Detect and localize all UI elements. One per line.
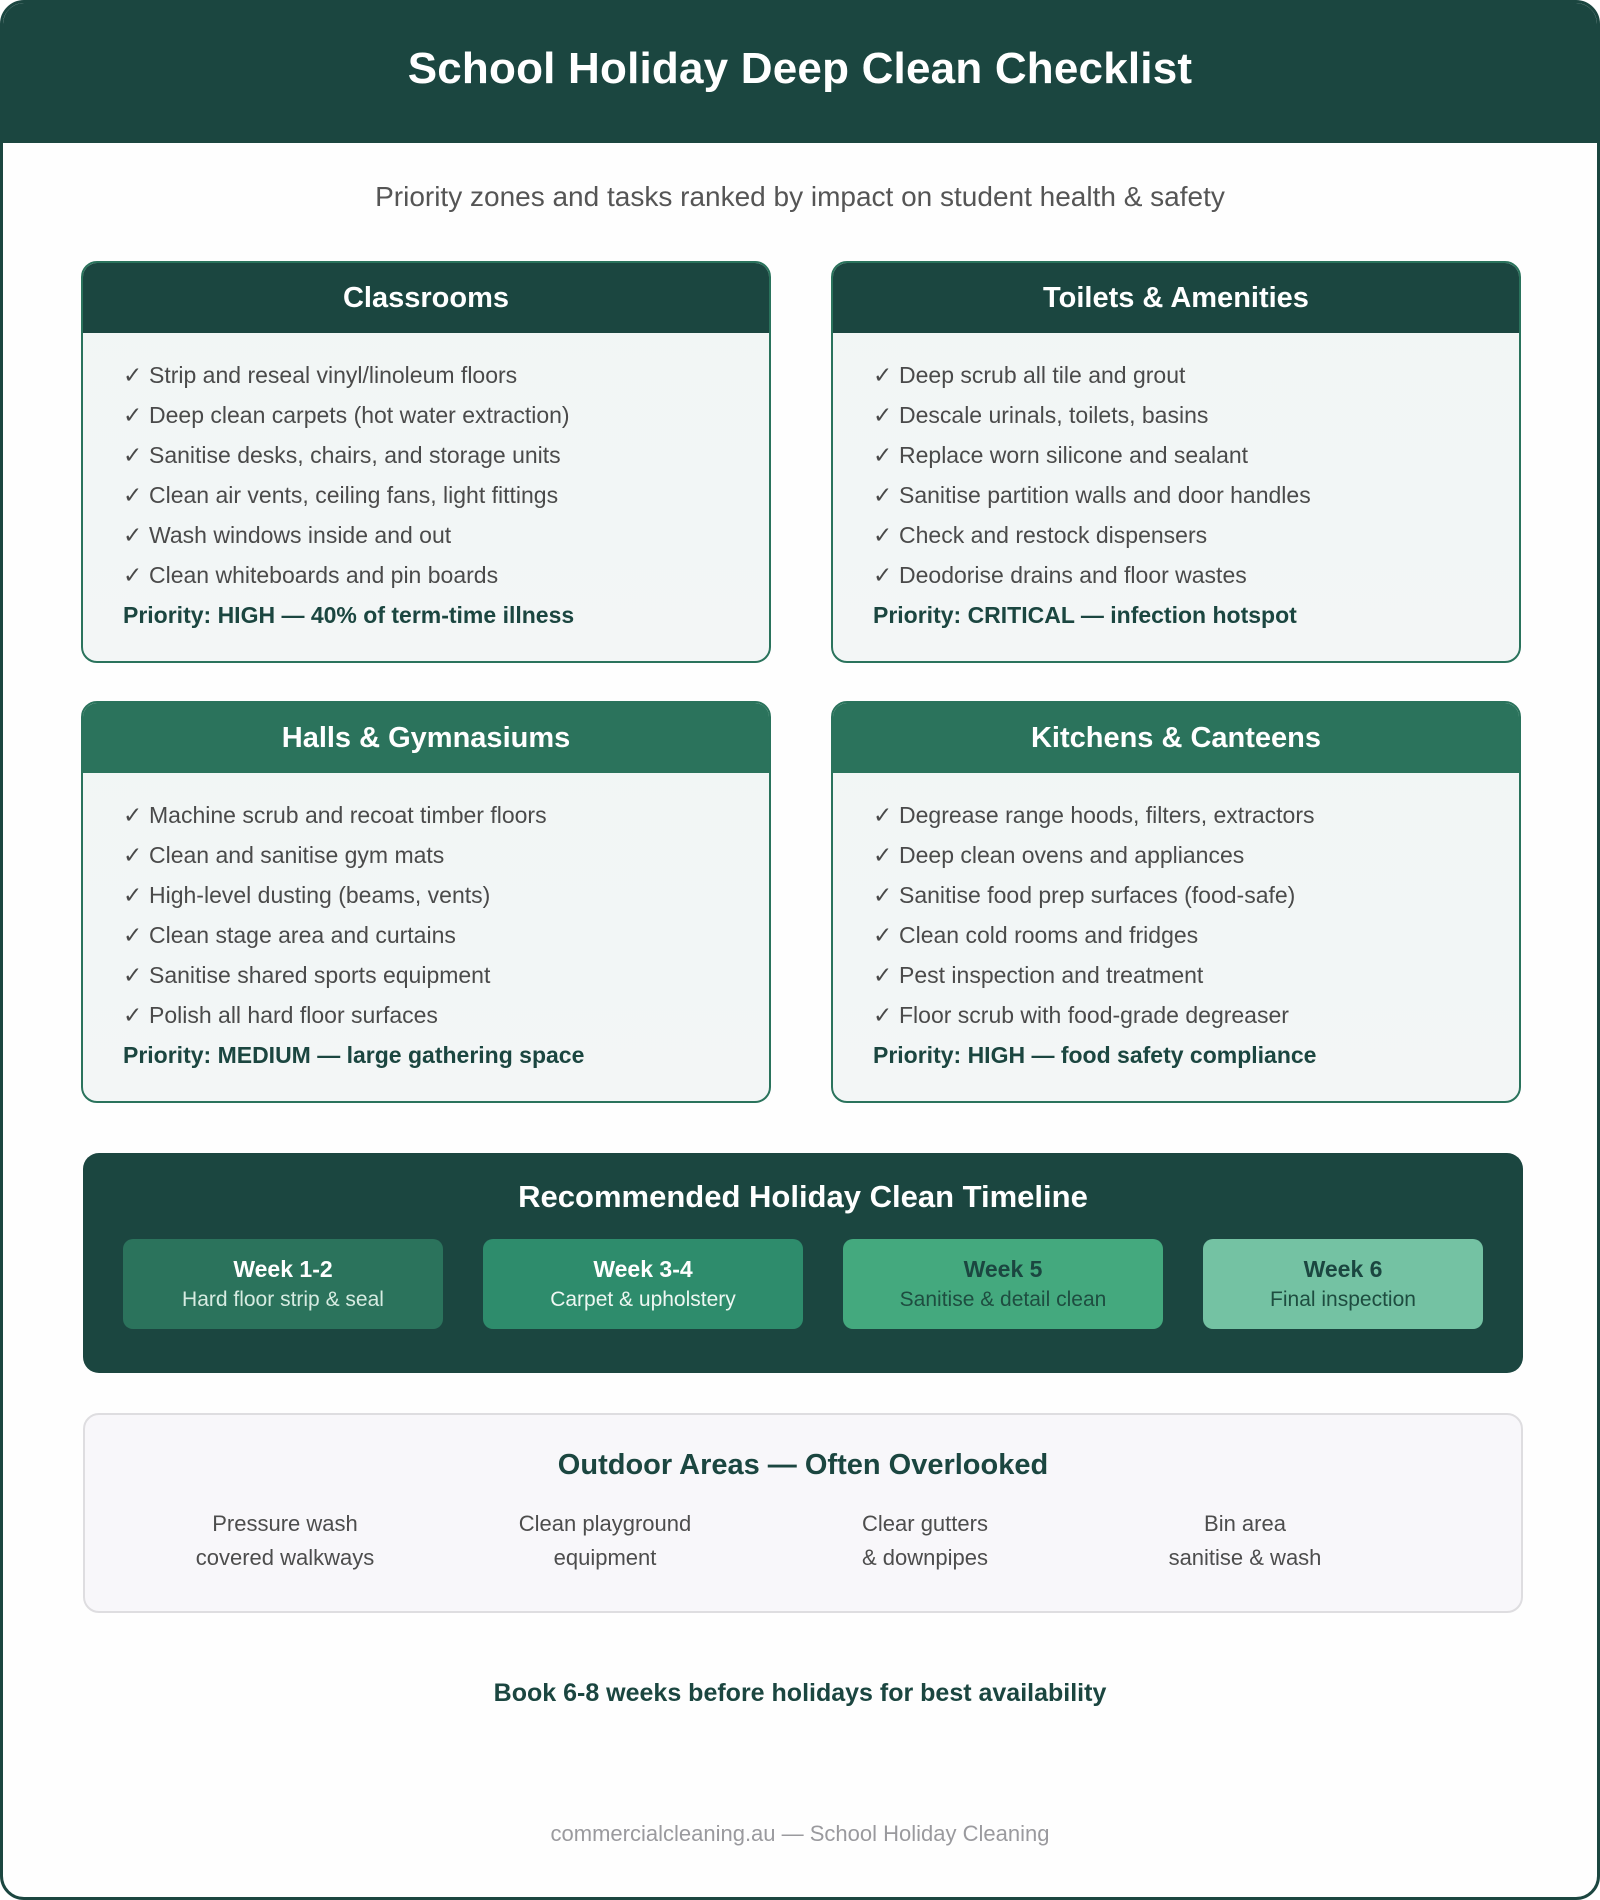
header-banner [3,3,1597,143]
task-item: ✓ Deep clean ovens and appliances [873,835,1519,875]
zone-card-title: Classrooms [83,263,769,333]
task-item: ✓ Degrease range hoods, filters, extractors [873,795,1519,835]
check-icon: ✓ [873,362,893,388]
check-icon: ✓ [123,442,143,468]
priority-label: Priority: HIGH — 40% of term-time illness [123,602,575,628]
task-item: ✓ Deodorise drains and floor wastes [873,555,1519,595]
task-item: ✓ Sanitise desks, chairs, and storage units [123,435,769,475]
week-description: Final inspection [1270,1288,1416,1311]
priority-label: Priority: HIGH — food safety compliance [873,1042,1317,1068]
task-item: ✓ Clean and sanitise gym mats [123,835,769,875]
task-item: ✓ Descale urinals, toilets, basins [873,395,1519,435]
outdoor-panel [83,1413,1523,1613]
timeline-panel [83,1153,1523,1373]
week-label: Week 5 [963,1256,1043,1282]
task-item: ✓ Pest inspection and treatment [873,955,1519,995]
timeline-step-week-1-2 [123,1239,443,1329]
outdoor-title: Outdoor Areas — Often Overlooked [557,1449,1049,1481]
check-icon: ✓ [873,882,893,908]
check-icon: ✓ [873,802,893,828]
task-item: ✓ Clean stage area and curtains [123,915,769,955]
week-label: Week 3-4 [593,1256,693,1282]
task-item: ✓ Sanitise food prep surfaces (food-safe) [873,875,1519,915]
task-item: ✓ Strip and reseal vinyl/linoleum floors [123,355,769,395]
task-item: ✓ Floor scrub with food-grade degreaser [873,995,1519,1035]
week-description: Carpet & upholstery [550,1288,736,1311]
priority-label: Priority: CRITICAL — infection hotspot [873,602,1297,628]
task-list [83,773,769,1075]
task-item: ✓ Replace worn silicone and sealant [873,435,1519,475]
timeline-step-week-6 [1203,1239,1483,1329]
check-icon: ✓ [123,362,143,388]
task-item: ✓ Wash windows inside and out [123,515,769,555]
check-icon: ✓ [123,522,143,548]
timeline-step-week-5 [843,1239,1163,1329]
footer-credit: commercialcleaning.au — School Holiday Cleaning [550,1821,1050,1846]
task-item: ✓ High-level dusting (beams, vents) [123,875,769,915]
check-icon: ✓ [123,842,143,868]
task-item: ✓ Sanitise shared sports equipment [123,955,769,995]
task-item: ✓ Machine scrub and recoat timber floors [123,795,769,835]
zone-card-title: Toilets & Amenities [833,263,1519,333]
check-icon: ✓ [123,882,143,908]
week-description: Sanitise & detail clean [899,1288,1107,1311]
task-item: ✓ Clean cold rooms and fridges [873,915,1519,955]
check-icon: ✓ [873,922,893,948]
timeline-step-week-3-4 [483,1239,803,1329]
task-item: ✓ Polish all hard floor surfaces [123,995,769,1035]
outdoor-item: Bin area sanitise & wash [1168,1511,1322,1570]
task-list [83,333,769,635]
zone-card-kitchens [831,701,1521,1103]
check-icon: ✓ [873,842,893,868]
check-icon: ✓ [873,402,893,428]
outdoor-item: Pressure wash covered walkways [195,1511,375,1570]
check-icon: ✓ [873,522,893,548]
check-icon: ✓ [873,962,893,988]
outdoor-item: Clear gutters & downpipes [862,1511,988,1570]
check-icon: ✓ [123,402,143,428]
booking-callout: Book 6-8 weeks before holidays for best availability [493,1679,1107,1707]
check-icon: ✓ [123,1002,143,1028]
check-icon: ✓ [123,562,143,588]
task-item: ✓ Sanitise partition walls and door handles [873,475,1519,515]
check-icon: ✓ [123,922,143,948]
task-item: ✓ Deep clean carpets (hot water extraction) [123,395,769,435]
task-list [833,333,1519,635]
task-list [833,773,1519,1075]
week-label: Week 6 [1303,1256,1383,1282]
check-icon: ✓ [873,562,893,588]
check-icon: ✓ [873,442,893,468]
check-icon: ✓ [123,482,143,508]
zone-card-title: Kitchens & Canteens [833,703,1519,773]
check-icon: ✓ [873,482,893,508]
task-item: ✓ Clean whiteboards and pin boards [123,555,769,595]
week-label: Week 1-2 [233,1256,333,1282]
task-item: ✓ Clean air vents, ceiling fans, light fittings [123,475,769,515]
outdoor-item: Clean playground equipment [518,1511,692,1570]
zone-card-title: Halls & Gymnasiums [83,703,769,773]
task-item: ✓ Deep scrub all tile and grout [873,355,1519,395]
check-icon: ✓ [873,1002,893,1028]
page-subtitle: Priority zones and tasks ranked by impact on student health & safety [375,181,1225,212]
zone-card-classrooms [81,261,771,663]
zone-card-halls [81,701,771,1103]
check-icon: ✓ [123,962,143,988]
timeline-title: Recommended Holiday Clean Timeline [518,1179,1088,1214]
check-icon: ✓ [123,802,143,828]
task-item: ✓ Check and restock dispensers [873,515,1519,555]
zone-card-toilets [831,261,1521,663]
page-title: School Holiday Deep Clean Checklist [407,44,1193,93]
week-description: Hard floor strip & seal [182,1288,384,1311]
priority-label: Priority: MEDIUM — large gathering space [123,1042,585,1068]
